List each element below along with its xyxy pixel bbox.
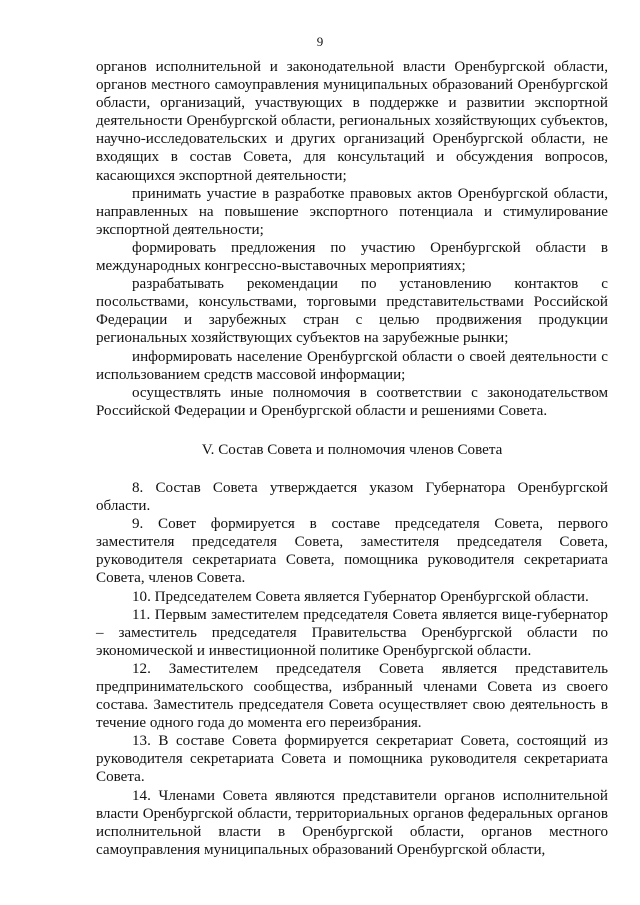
clause-paragraph: 11. Первым заместителем председателя Совета является вице-губернатор – заместитель председателя Правительства Оренбургской области по экономической и инвестиционной политике Оренбургской области. bbox=[96, 606, 608, 659]
duty-paragraph: формировать предложения по участию Оренбургской области в международных конгрессно-выставочных мероприятиях; bbox=[96, 239, 608, 275]
clause-paragraph: 8. Состав Совета утверждается указом Губернатора Оренбургской области. bbox=[96, 479, 608, 515]
clause-paragraph: 13. В составе Совета формируется секретариат Совета, состоящий из руководителя секретариата Совета и помощника руководителя секретариата Совета. bbox=[96, 733, 608, 786]
duty-paragraph: разрабатывать рекомендации по установлению контактов с посольствами, консульствами, торговыми представительствами Российской Федерации и зарубежных стран с целью продвижения продукции региональных хозяйствующих субъектов на зарубежные рынки; bbox=[96, 276, 608, 347]
page-number: 9 bbox=[316, 34, 324, 49]
clause-paragraph: 10. Председателем Совета является Губернатор Оренбургской области. bbox=[132, 588, 589, 605]
section-heading: V. Состав Совета и полномочия членов Совета bbox=[201, 441, 503, 458]
duty-paragraph: принимать участие в разработке правовых актов Оренбургской области, направленных на повышение экспортного потенциала и стимулирование экспортной деятельности; bbox=[96, 185, 608, 238]
duty-paragraph: осуществлять иные полномочия в соответствии с законодательством Российской Федерации и Оренбургской области и решениями Совета. bbox=[96, 384, 608, 419]
continuation-paragraph: органов исполнительной и законодательной власти Оренбургской области, органов местного самоуправления муниципальных образований Оренбургской области, организаций, участвующих в поддержке и развитии экспортной деятельности Оренбургской области, региональных хозяйствующих субъектов, научно-исследовательских и других организаций Оренбургской области, не входящих в состав Совета, для консультаций и обсуждения вопросов, касающихся экспортной деятельности; bbox=[96, 59, 608, 184]
document-body bbox=[96, 58, 608, 859]
clause-paragraph: 14. Членами Совета являются представители органов исполнительной власти Оренбургской области, территориальных органов федеральных органов исполнительной власти в Оренбургской области, органов местного самоуправления муниципальных образований Оренбургской области, bbox=[96, 787, 608, 858]
clause-paragraph: 9. Совет формируется в составе председателя Совета, первого заместителя председателя Совета, заместителя председателя Совета, руководителя секретариата Совета, помощника руководителя секретариата Совета, членов Совета. bbox=[96, 516, 608, 587]
duty-paragraph: информировать население Оренбургской области о своей деятельности с использованием средств массовой информации; bbox=[96, 348, 608, 383]
clause-paragraph: 12. Заместителем председателя Совета является представитель предпринимательского сообщества, избранный членами Совета из своего состава. Заместитель председателя Совета осуществляет свою деятельность в течение одного года до момента его переизбрания. bbox=[96, 660, 608, 732]
